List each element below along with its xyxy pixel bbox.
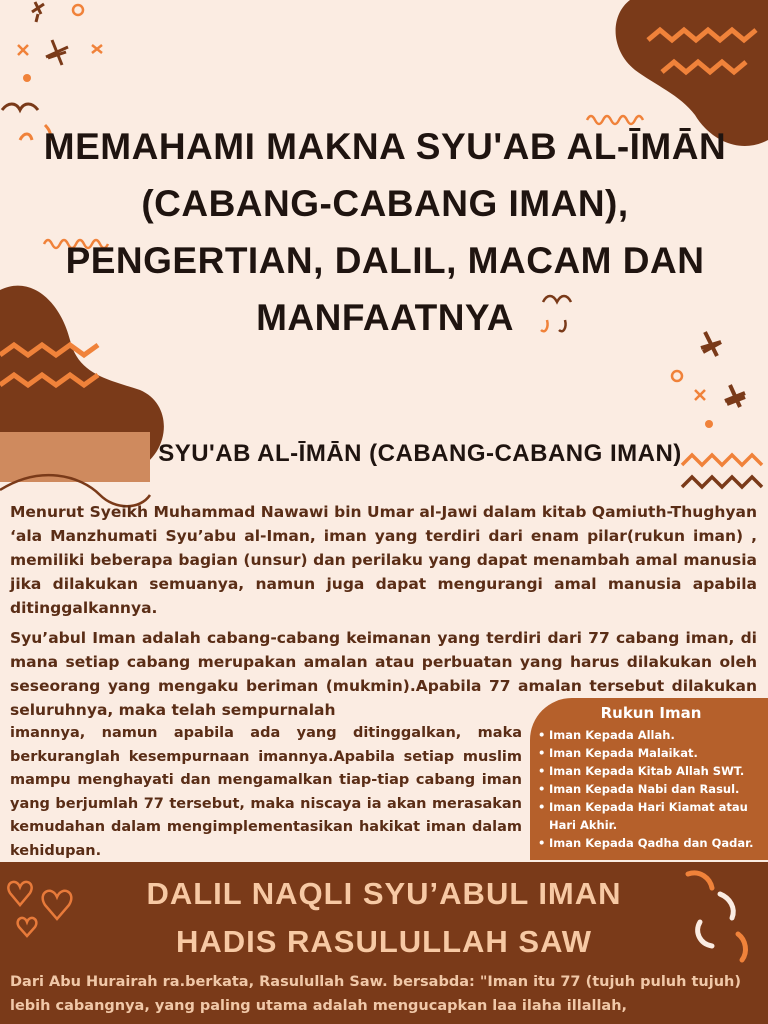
footer-title <box>0 870 768 966</box>
paragraph-definition: Menurut Syeikh Muhammad Nawawi bin Umar al-Jawi dalam kitab Qamiuth-Thughyan ‘ala Manzhumati Syu’abu al-Iman, iman yang terdiri dari enam pilar(rukun iman) , memiliki beberapa bagian (unsur) dan perilaku yang dapat menambah amal manusia jika dilakukan semuanya, namun juga dapat mengurangi amal manusia apabila ditinggalkannya. <box>10 503 757 617</box>
footer-title-line-2: HADIS RASULULLAH SAW <box>175 924 593 959</box>
list-item: • Iman Kepada Nabi dan Rasul. <box>538 780 768 798</box>
hadith-text: Dari Abu Hurairah ra.berkata, Rasulullah Saw. bersabda: "Iman itu 77 (tujuh puluh tujuh) lebih cabangnya, yang paling utama adalah mengucapkan laa ilaha illallah, <box>10 974 741 1014</box>
list-item: • Iman Kepada Hari Kiamat atau Hari Akhir. <box>538 798 768 834</box>
footer-title-line-1: DALIL NAQLI SYU’ABUL IMAN <box>146 876 622 911</box>
paragraph-continuation: imannya, namun apabila ada yang ditinggalkan, maka berkuranglah kesempurnaan imannya.Apabila setiap muslim mampu menghayati dan mengamalkan tiap-tiap cabang iman yang berjumlah 77 tersebut, maka niscaya ia akan merasakan kemudahan dalam mengimplementasikan hakikat iman dalam kehidupan. <box>10 725 522 859</box>
decor-zigzag-right <box>680 445 768 505</box>
paragraph-syuabul-iman: Syu’abul Iman adalah cabang-cabang keimanan yang terdiri dari 77 cabang iman, di mana setiap cabang merupakan amalan atau perbuatan yang harus dilakukan oleh seseorang yang mengaku beriman (mukmin).Apabila 77 amalan tersebut dilakukan seluruhnya, maka telah sempurnalah <box>10 629 757 719</box>
list-item: • Iman Kepada Kitab Allah SWT. <box>538 762 768 780</box>
section-heading: SYU'AB AL-ĪMĀN (CABANG-CABANG IMAN) <box>158 440 682 467</box>
list-item: • Iman Kepada Allah. <box>538 726 768 744</box>
list-item: • Iman Kepada Malaikat. <box>538 744 768 762</box>
rukun-iman-heading: Rukun Iman <box>600 704 702 722</box>
rukun-iman-box <box>530 698 768 860</box>
rukun-iman-list <box>530 726 768 852</box>
list-item: • Iman Kepada Qadha dan Qadar. <box>538 834 768 852</box>
page-title: MEMAHAMI MAKNA SYU'AB AL-ĪMĀN (CABANG-CABANG IMAN), PENGERTIAN, DALIL, MACAM DAN MANFAATNYA <box>43 126 727 338</box>
